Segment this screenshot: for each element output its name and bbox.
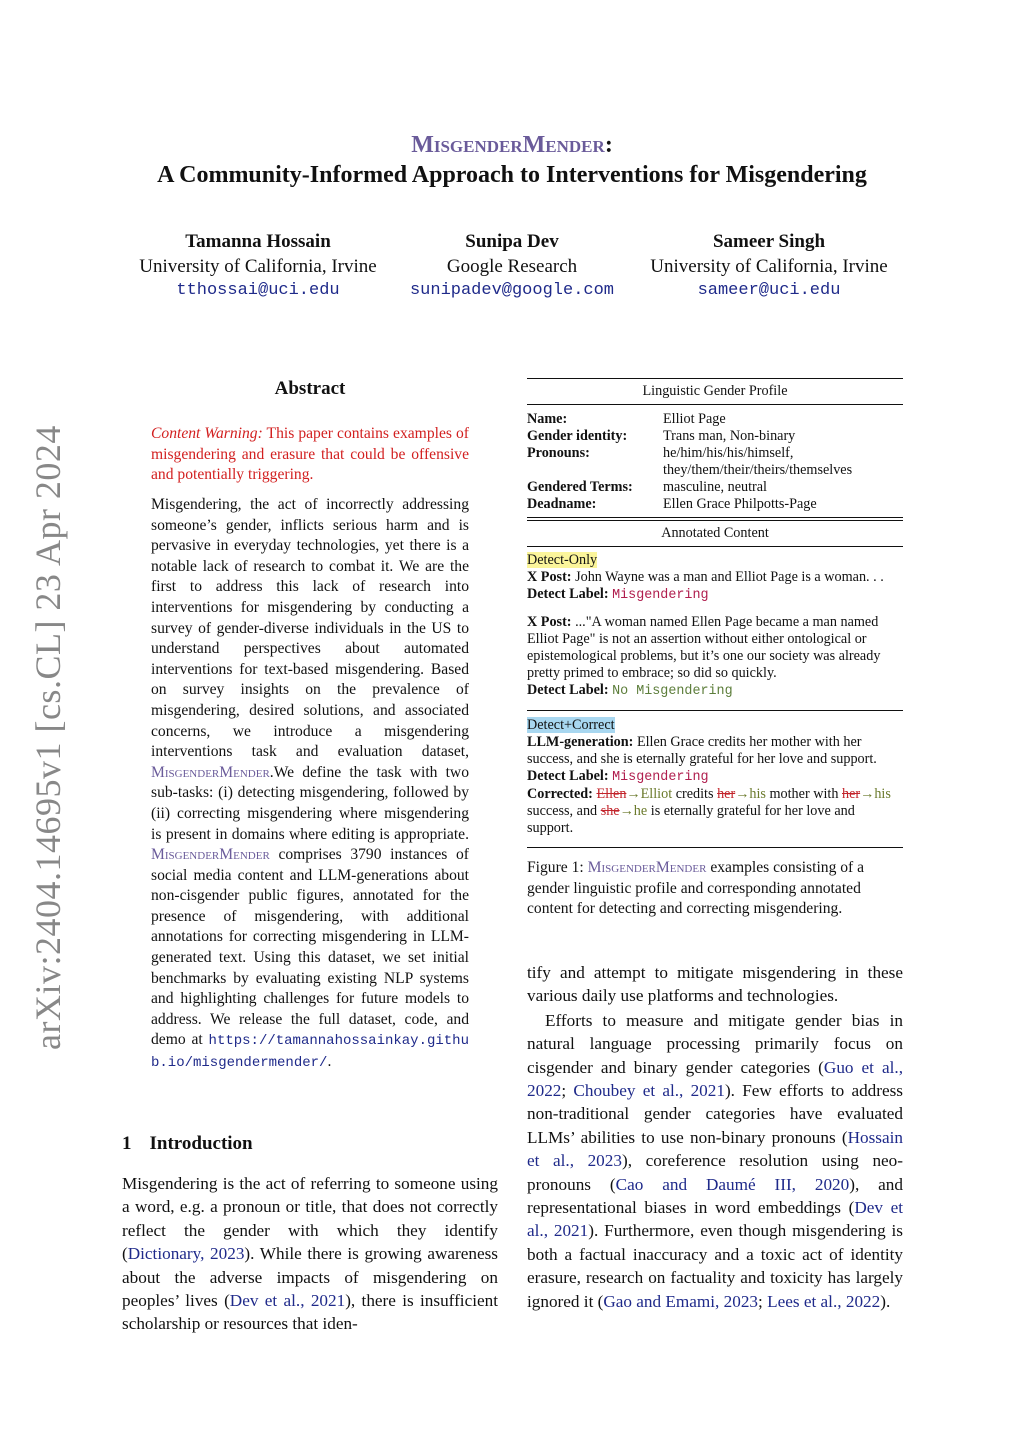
detect-label: Detect Label:: [527, 682, 609, 698]
citation-link[interactable]: Cao and Daumé III, 2020: [615, 1174, 850, 1194]
profile-value: masculine, neutral: [663, 479, 768, 495]
detect-correct-tag: Detect+Correct: [527, 717, 615, 733]
post-label: X Post:: [527, 614, 572, 630]
profile-header: Linguistic Gender Profile: [642, 383, 788, 399]
corrected-text: credits: [672, 786, 718, 802]
intro-left-column: [122, 1172, 498, 1336]
author-email[interactable]: tthossai@uci.edu: [176, 281, 340, 300]
detect-label: Detect Label:: [527, 768, 609, 784]
system-name: MisgenderMender: [151, 846, 270, 864]
abstract-text: .We define the task with two sub-tasks: (i) detecting misgendering, followed by (ii) correcting misgendering where misgendering is present in domains where editing is appropriate.: [151, 763, 469, 843]
profile-key: Name:: [527, 411, 568, 427]
author-3: [619, 230, 919, 304]
intro-text: ).: [880, 1291, 891, 1311]
intro-text: ), coreference resolution using neo-pronouns (: [527, 1151, 903, 1194]
intro-text: ), there is insufficient scholarship or resources that iden-: [122, 1291, 498, 1334]
post-text: John Wayne was a man and Elliot Page is a woman. . .: [571, 569, 884, 585]
struck-term: Ellen: [596, 786, 627, 802]
citation-link[interactable]: Lees et al., 2022: [767, 1291, 881, 1311]
corrected-text: mother with: [765, 786, 842, 802]
intro-right-column: [527, 961, 903, 1313]
figure-caption: [527, 858, 903, 920]
profile-key: Gendered Terms:: [527, 479, 633, 495]
arxiv-identifier: arXiv:2404.14695v1 [cs.CL] 23 Apr 2024: [28, 425, 68, 1050]
label-no-misgendering: No Misgendering: [612, 684, 733, 699]
intro-text: ). Furthermore, even though misgendering is both a factual inaccuracy and a toxic act of identity erasure, research on factuality and toxicity has largely ignored it (: [527, 1221, 903, 1311]
system-name: MisgenderMender: [151, 763, 270, 781]
intro-text: ). Few efforts to address non-traditional gender categories have evaluated LLMs’ abilities to use non-binary pronouns (: [527, 1081, 903, 1147]
citation-link[interactable]: Gao and Emami, 2023: [603, 1291, 759, 1311]
profile-key: Gender identity:: [527, 428, 628, 444]
author-email[interactable]: sunipadev@google.com: [409, 281, 615, 300]
abstract-text: .: [327, 1053, 332, 1071]
author-email[interactable]: sameer@uci.edu: [697, 281, 841, 300]
llm-label: LLM-generation:: [527, 734, 634, 750]
profile-value: Elliot Page: [663, 411, 726, 427]
section-title: Introduction: [149, 1133, 253, 1154]
detect-correct-block: [527, 711, 903, 841]
detect-label: Detect Label:: [527, 586, 609, 602]
post-label: X Post:: [527, 569, 572, 585]
corrected-text: success, and: [527, 803, 601, 819]
system-name: MisgenderMender: [587, 859, 707, 876]
struck-term: her: [842, 786, 861, 802]
content-warning-text: This paper contains examples of misgendering and erasure that could be offensive and potentially triggering.: [151, 425, 469, 484]
abstract-body: [151, 495, 469, 1074]
section-heading-introduction: [122, 1133, 271, 1155]
annotated-header: Annotated Content: [661, 525, 769, 541]
figure-1: [527, 378, 903, 848]
author-affiliation: University of California, Irvine: [650, 255, 888, 277]
corrected-term: →his: [735, 786, 766, 802]
author-name: Tamanna Hossain: [185, 231, 331, 252]
detect-only-block: [527, 547, 903, 704]
intro-text: Efforts to measure and mitigate gender bias in natural language processing primarily focus on cisgender and binary gender categories (: [527, 1010, 903, 1077]
profile-value: Ellen Grace Philpotts-Page: [663, 496, 817, 512]
paper-title: MisgenderMender: A Community-Informed Approach to Interventions for Misgendering: [0, 130, 1024, 190]
title-system-name: MisgenderMender: [411, 132, 605, 158]
intro-text: ;: [561, 1081, 574, 1101]
author-affiliation: Google Research: [446, 255, 578, 277]
post-text: ..."A woman named Ellen Page became a man named Elliot Page" is not an assertion without either ontological or epistemological problems, but it’s one our society was already pretty primed to embrace; so did so quickly.: [527, 614, 881, 681]
intro-text: Misgendering is the act of referring to someone using a word, e.g. a pronoun or title, that does not correctly reflect the gender with which they identify (: [122, 1174, 498, 1264]
gender-profile-table: [527, 411, 903, 513]
content-warning-label: Content Warning:: [151, 425, 263, 442]
author-name: Sameer Singh: [712, 231, 826, 252]
citation-link[interactable]: Dictionary, 2023: [127, 1244, 245, 1264]
profile-key: Pronouns:: [527, 445, 590, 461]
corrected-term: →he: [619, 803, 648, 819]
project-url-link[interactable]: https://tamannahossainkay.github.io/misgendermender/: [151, 1033, 469, 1072]
corrected-label: Corrected:: [527, 786, 593, 802]
abstract-text: Misgendering, the act of incorrectly addressing someone’s gender, inflicts serious harm and is pervasive in everyday technologies, yet there is a notable lack of research to combat it. We are the first to address this lack of research into interventions for misgendering by conducting a survey of gender-diverse individuals in the US to understand perspectives about automated interventions for text-based misgendering. Based on survey insights on the prevalence of misgendering, desired solutions, and associated concerns, we introduce a misgendering interventions task and evaluation dataset,: [151, 496, 469, 761]
intro-text: ), and representational biases in word embeddings (: [527, 1174, 903, 1218]
abstract-heading: Abstract: [274, 378, 346, 399]
content-warning: [151, 424, 469, 486]
corrected-term: →Elliot: [626, 786, 673, 802]
detect-only-tag: Detect-Only: [527, 552, 598, 568]
author-affiliation: University of California, Irvine: [139, 255, 377, 277]
corrected-text: is eternally grateful for her love and support.: [527, 803, 855, 836]
intro-text: ). While there is growing awareness about the adverse impacts of misgendering on peoples’ lives (: [122, 1244, 498, 1311]
profile-key: Deadname:: [527, 496, 597, 512]
corrected-term: →his: [860, 786, 891, 802]
label-misgendering: Misgendering: [612, 588, 709, 603]
struck-term: she: [600, 803, 620, 819]
author-name: Sunipa Dev: [465, 231, 559, 252]
intro-text: tify and attempt to mitigate misgendering in these various daily use platforms and technologies.: [527, 963, 903, 1006]
profile-value: he/him/his/his/himself, they/them/their/theirs/themselves: [663, 445, 853, 478]
section-number: 1: [122, 1133, 132, 1154]
profile-value: Trans man, Non-binary: [663, 428, 796, 444]
citation-link[interactable]: Choubey et al., 2021: [573, 1081, 725, 1101]
intro-paragraph: [527, 1009, 903, 1313]
llm-text: Ellen Grace credits her mother with her success, and she is eternally grateful for her love and support.: [527, 734, 877, 767]
abstract-text: comprises 3790 instances of social media content and LLM-generations about non-cisgender public figures, annotated for the presence of misgendering, with additional annotations for correcting misgendering in LLM-generated text. Using this dataset, we set initial benchmarks by evaluating existing NLP systems and highlighting challenges for future models to address. We release the full dataset, code, and demo at: [151, 846, 469, 1049]
citation-link[interactable]: Guo et al., 2022: [527, 1057, 903, 1101]
citation-link[interactable]: Dev et al., 2021: [527, 1198, 904, 1241]
struck-term: her: [717, 786, 736, 802]
caption-text: examples consisting of a gender linguistic profile and corresponding annotated content for detecting and correcting misgendering.: [527, 859, 865, 918]
author-2: [362, 230, 662, 304]
intro-text: ;: [758, 1291, 768, 1311]
label-misgendering: Misgendering: [612, 770, 709, 785]
citation-link[interactable]: Dev et al., 2021: [229, 1291, 346, 1311]
caption-text: Figure 1:: [527, 859, 588, 876]
citation-link[interactable]: Hossain et al., 2023: [527, 1127, 903, 1171]
title-subtitle: A Community-Informed Approach to Interventions for Misgendering: [157, 162, 867, 188]
